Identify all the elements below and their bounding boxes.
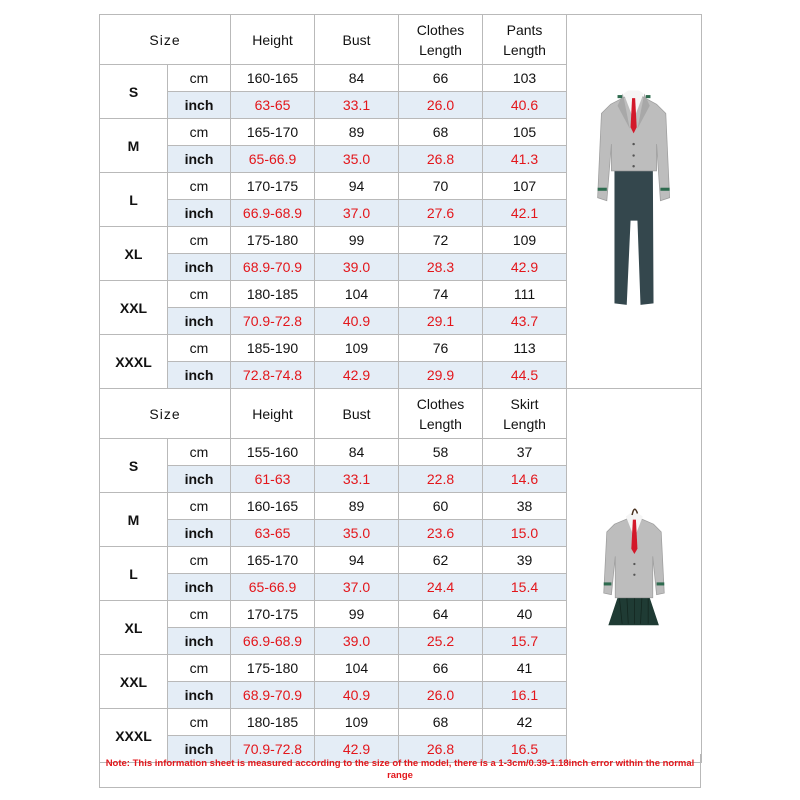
unit-cm: cm — [168, 281, 231, 308]
cell-cm: 111 — [483, 281, 567, 308]
unit-inch: inch — [168, 628, 231, 655]
cell-cm: 103 — [483, 65, 567, 92]
cell-cm: 66 — [399, 65, 483, 92]
unit-inch: inch — [168, 362, 231, 389]
cell-cm: 165-170 — [231, 119, 315, 146]
cell-cm: 41 — [483, 655, 567, 682]
uniform-photo — [567, 389, 702, 763]
cell-cm: 155-160 — [231, 439, 315, 466]
cell-inch: 40.9 — [315, 308, 399, 335]
cell-inch: 26.0 — [399, 92, 483, 119]
cell-inch: 43.7 — [483, 308, 567, 335]
cell-cm: 64 — [399, 601, 483, 628]
cell-inch: 68.9-70.9 — [231, 682, 315, 709]
cell-inch: 25.2 — [399, 628, 483, 655]
unit-cm: cm — [168, 547, 231, 574]
cell-inch: 29.9 — [399, 362, 483, 389]
cell-inch: 14.6 — [483, 466, 567, 493]
cell-cm: 109 — [315, 335, 399, 362]
cell-inch: 42.1 — [483, 200, 567, 227]
size-label: M — [100, 119, 168, 173]
unit-inch: inch — [168, 682, 231, 709]
cell-cm: 68 — [399, 119, 483, 146]
cell-cm: 99 — [315, 601, 399, 628]
cell-inch: 23.6 — [399, 520, 483, 547]
cell-inch: 22.8 — [399, 466, 483, 493]
cell-cm: 37 — [483, 439, 567, 466]
cell-cm: 40 — [483, 601, 567, 628]
cell-inch: 44.5 — [483, 362, 567, 389]
cell-inch: 35.0 — [315, 520, 399, 547]
size-label: S — [100, 439, 168, 493]
cell-cm: 175-180 — [231, 655, 315, 682]
cell-cm: 60 — [399, 493, 483, 520]
cell-cm: 109 — [483, 227, 567, 254]
unit-cm: cm — [168, 709, 231, 736]
cell-cm: 105 — [483, 119, 567, 146]
measurement-note: Note: This information sheet is measured according to the size of the model, there is a 1-3cm/0.39-1.18inch error within the normal range — [99, 754, 701, 788]
cell-cm: 180-185 — [231, 281, 315, 308]
size-label: S — [100, 65, 168, 119]
cell-cm: 89 — [315, 493, 399, 520]
cell-inch: 63-65 — [231, 520, 315, 547]
header-row — [100, 389, 702, 439]
unit-inch: inch — [168, 92, 231, 119]
unit-cm: cm — [168, 227, 231, 254]
cell-cm: 165-170 — [231, 547, 315, 574]
cell-cm: 84 — [315, 439, 399, 466]
cell-cm: 94 — [315, 173, 399, 200]
cell-inch: 66.9-68.9 — [231, 200, 315, 227]
male-uniform-image — [567, 15, 701, 388]
cell-inch: 27.6 — [399, 200, 483, 227]
cell-cm: 185-190 — [231, 335, 315, 362]
cell-cm: 76 — [399, 335, 483, 362]
cell-cm: 39 — [483, 547, 567, 574]
cell-inch: 70.9-72.8 — [231, 308, 315, 335]
cell-cm: 107 — [483, 173, 567, 200]
cell-cm: 38 — [483, 493, 567, 520]
cell-inch: 42.9 — [315, 736, 399, 763]
unit-inch: inch — [168, 574, 231, 601]
cell-cm: 89 — [315, 119, 399, 146]
cell-inch: 37.0 — [315, 574, 399, 601]
cell-inch: 16.1 — [483, 682, 567, 709]
cell-cm: 62 — [399, 547, 483, 574]
size-label: M — [100, 493, 168, 547]
unit-inch: inch — [168, 254, 231, 281]
column-header: Skirt Length — [483, 389, 567, 439]
cell-inch: 15.4 — [483, 574, 567, 601]
cell-inch: 65-66.9 — [231, 574, 315, 601]
cell-cm: 68 — [399, 709, 483, 736]
cell-inch: 15.7 — [483, 628, 567, 655]
cell-cm: 84 — [315, 65, 399, 92]
cell-inch: 39.0 — [315, 254, 399, 281]
size-label: XXL — [100, 655, 168, 709]
cell-inch: 65-66.9 — [231, 146, 315, 173]
unit-cm: cm — [168, 439, 231, 466]
cell-cm: 170-175 — [231, 601, 315, 628]
cell-inch: 24.4 — [399, 574, 483, 601]
unit-inch: inch — [168, 466, 231, 493]
unit-cm: cm — [168, 493, 231, 520]
size-heading: Size — [100, 389, 231, 439]
female-uniform-image — [567, 389, 701, 762]
unit-cm: cm — [168, 655, 231, 682]
size-label: XL — [100, 601, 168, 655]
cell-inch: 15.0 — [483, 520, 567, 547]
cell-cm: 109 — [315, 709, 399, 736]
cell-inch: 39.0 — [315, 628, 399, 655]
unit-inch: inch — [168, 146, 231, 173]
cell-cm: 180-185 — [231, 709, 315, 736]
cell-inch: 70.9-72.8 — [231, 736, 315, 763]
cell-cm: 72 — [399, 227, 483, 254]
column-header: Bust — [315, 389, 399, 439]
size-label: L — [100, 547, 168, 601]
cell-inch: 61-63 — [231, 466, 315, 493]
cell-inch: 63-65 — [231, 92, 315, 119]
unit-cm: cm — [168, 601, 231, 628]
unit-cm: cm — [168, 335, 231, 362]
cell-inch: 35.0 — [315, 146, 399, 173]
cell-inch: 40.9 — [315, 682, 399, 709]
cell-inch: 40.6 — [483, 92, 567, 119]
header-row — [100, 15, 702, 65]
cell-cm: 42 — [483, 709, 567, 736]
cell-inch: 42.9 — [483, 254, 567, 281]
unit-cm: cm — [168, 65, 231, 92]
unit-cm: cm — [168, 119, 231, 146]
cell-cm: 113 — [483, 335, 567, 362]
cell-cm: 58 — [399, 439, 483, 466]
unit-cm: cm — [168, 173, 231, 200]
cell-inch: 72.8-74.8 — [231, 362, 315, 389]
cell-cm: 160-165 — [231, 493, 315, 520]
column-header: Height — [231, 15, 315, 65]
size-table — [99, 14, 702, 763]
cell-cm: 170-175 — [231, 173, 315, 200]
column-header: Height — [231, 389, 315, 439]
size-label: XXXL — [100, 709, 168, 763]
unit-inch: inch — [168, 308, 231, 335]
cell-cm: 175-180 — [231, 227, 315, 254]
size-label: L — [100, 173, 168, 227]
cell-inch: 29.1 — [399, 308, 483, 335]
column-header: Clothes Length — [399, 15, 483, 65]
cell-inch: 26.8 — [399, 146, 483, 173]
size-label: XXL — [100, 281, 168, 335]
cell-inch: 33.1 — [315, 466, 399, 493]
size-chart-sheet — [99, 14, 701, 763]
uniform-photo — [567, 15, 702, 389]
cell-inch: 28.3 — [399, 254, 483, 281]
column-header: Clothes Length — [399, 389, 483, 439]
unit-inch: inch — [168, 736, 231, 763]
cell-cm: 104 — [315, 281, 399, 308]
cell-cm: 104 — [315, 655, 399, 682]
size-heading: Size — [100, 15, 231, 65]
unit-inch: inch — [168, 200, 231, 227]
size-label: XXXL — [100, 335, 168, 389]
cell-inch: 42.9 — [315, 362, 399, 389]
cell-cm: 160-165 — [231, 65, 315, 92]
cell-cm: 66 — [399, 655, 483, 682]
cell-cm: 94 — [315, 547, 399, 574]
cell-cm: 99 — [315, 227, 399, 254]
cell-inch: 26.8 — [399, 736, 483, 763]
cell-inch: 66.9-68.9 — [231, 628, 315, 655]
cell-inch: 41.3 — [483, 146, 567, 173]
cell-inch: 26.0 — [399, 682, 483, 709]
cell-inch: 33.1 — [315, 92, 399, 119]
cell-cm: 70 — [399, 173, 483, 200]
cell-inch: 37.0 — [315, 200, 399, 227]
cell-inch: 16.5 — [483, 736, 567, 763]
column-header: Bust — [315, 15, 399, 65]
unit-inch: inch — [168, 520, 231, 547]
column-header: Pants Length — [483, 15, 567, 65]
cell-cm: 74 — [399, 281, 483, 308]
size-label: XL — [100, 227, 168, 281]
cell-inch: 68.9-70.9 — [231, 254, 315, 281]
